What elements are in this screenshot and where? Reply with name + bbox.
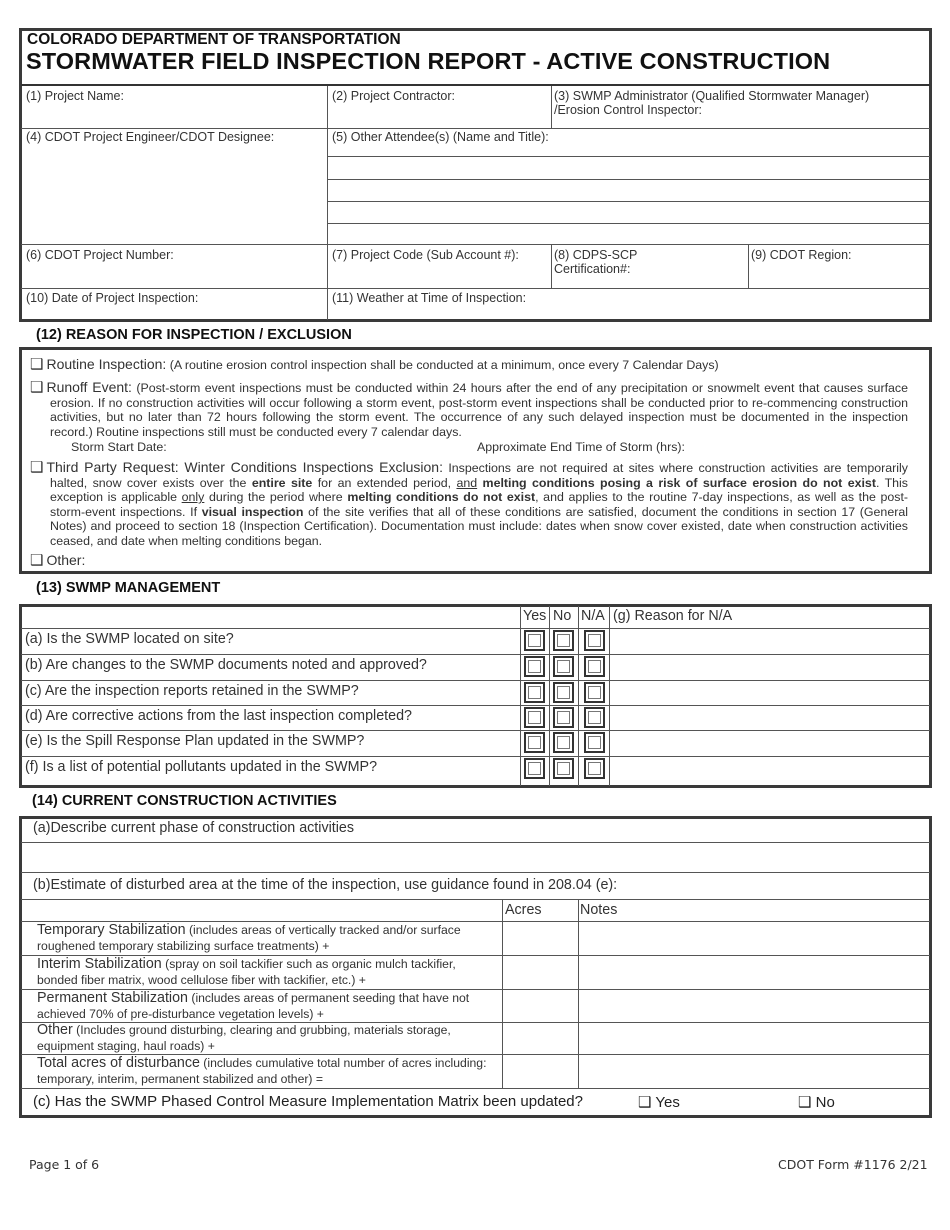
swmp-admin-field[interactable]: (3) SWMP Administrator (Qualified Stormwater Manager) /Erosion Control Inspector: bbox=[554, 89, 870, 117]
col-acres: Acres bbox=[505, 902, 542, 918]
na-checkbox[interactable] bbox=[584, 707, 605, 728]
row-lead: Total acres of disturbance bbox=[37, 1055, 200, 1071]
third-party-text: of the site verifies that all of these conditions are satisfied, document the conditions in section 17 (General Notes) and proceed to section 18 (Inspection Certification). Documentation must include: dates when snow cover existed, date when construction activities ceased, and date when melting conditions began. bbox=[50, 504, 908, 548]
routine-text: (A routine erosion control inspection shall be conducted at a minimum, once every 7 Calendar Days) bbox=[169, 358, 719, 372]
runoff-event-option[interactable] bbox=[30, 380, 908, 439]
swmp-question: (f) Is a list of potential pollutants updated in the SWMP? bbox=[25, 759, 378, 775]
swmp-question: (a) Is the SWMP located on site? bbox=[25, 631, 234, 647]
yes-checkbox[interactable] bbox=[524, 682, 545, 703]
divider bbox=[520, 606, 521, 786]
storm-end-time[interactable]: Approximate End Time of Storm (hrs): bbox=[477, 440, 685, 454]
attendee-line bbox=[327, 223, 930, 224]
divider bbox=[549, 606, 550, 786]
swmp-question: (b) Are changes to the SWMP documents noted and approved? bbox=[25, 657, 427, 673]
third-party-text: melting conditions do not exist bbox=[347, 490, 536, 505]
attendee-line bbox=[327, 179, 930, 180]
disturbance-row bbox=[37, 922, 461, 954]
divider bbox=[21, 705, 930, 706]
cdps-scp-label: (8) CDPS-SCP bbox=[554, 248, 638, 262]
col-reason: (g) Reason for N/A bbox=[613, 608, 733, 624]
third-party-text: , and applies to the routine 7-day inspections, as well as the post-storm-event inspections. If bbox=[50, 490, 909, 519]
cdps-scp-field[interactable] bbox=[554, 248, 637, 276]
row-desc: (Includes ground disturbing, clearing and grubbing, materials storage, bbox=[72, 1023, 451, 1037]
row-lead: Permanent Stabilization bbox=[37, 990, 188, 1006]
section-14-title: (14) CURRENT CONSTRUCTION ACTIVITIES bbox=[32, 793, 337, 809]
third-party-text: visual inspection bbox=[201, 504, 304, 519]
row-desc: (includes cumulative total number of acres including: bbox=[199, 1056, 487, 1070]
swmp-question: (e) Is the Spill Response Plan updated in the SWMP? bbox=[25, 733, 365, 749]
third-party-text: during the period where bbox=[209, 490, 343, 505]
row-desc: roughened temporary stabilizing surface treatments) + bbox=[37, 939, 330, 953]
col-na: N/A bbox=[581, 608, 605, 624]
na-checkbox[interactable] bbox=[584, 758, 605, 779]
routine-inspection-option[interactable] bbox=[30, 357, 910, 373]
no-checkbox[interactable] bbox=[553, 656, 574, 677]
divider bbox=[327, 86, 328, 288]
divider bbox=[21, 680, 930, 681]
divider bbox=[21, 244, 930, 245]
other-label: Other: bbox=[46, 552, 86, 568]
third-party-text: Inspections are not required at sites where construction activities are temporarily halted, snow cover exists over the bbox=[50, 461, 909, 490]
matrix-no-option[interactable] bbox=[798, 1093, 835, 1111]
row-desc: (includes areas of permanent seeding that have not bbox=[188, 991, 470, 1005]
estimate-label: (b)Estimate of disturbed area at the time of the inspection, use guidance found in 208.04 (e): bbox=[33, 877, 618, 893]
cdps-scp-label: Certification#: bbox=[554, 262, 631, 276]
divider bbox=[21, 654, 930, 655]
matrix-question: (c) Has the SWMP Phased Control Measure Implementation Matrix been updated? bbox=[33, 1093, 583, 1110]
checkbox-icon[interactable]: ❑ bbox=[30, 356, 44, 373]
inspection-date-field[interactable]: (10) Date of Project Inspection: bbox=[26, 291, 199, 305]
project-contractor-field[interactable]: (2) Project Contractor: bbox=[332, 89, 455, 103]
cdot-region-field[interactable]: (9) CDOT Region: bbox=[751, 248, 852, 262]
third-party-lead: Third Party Request: Winter Conditions Inspections Exclusion: bbox=[46, 459, 443, 475]
divider bbox=[551, 244, 552, 288]
row-lead: Interim Stabilization bbox=[37, 956, 162, 972]
divider bbox=[21, 628, 930, 629]
divider bbox=[502, 899, 503, 1088]
col-notes: Notes bbox=[580, 902, 618, 918]
checkbox-icon[interactable]: ❑ bbox=[30, 379, 44, 396]
checkbox-icon[interactable]: ❑ bbox=[798, 1094, 812, 1111]
row-desc: (spray on soil tackifier such as organic mulch tackifier, bbox=[161, 957, 456, 971]
yes-label: Yes bbox=[655, 1094, 680, 1111]
agency-name: COLORADO DEPARTMENT OF TRANSPORTATION bbox=[27, 31, 401, 48]
yes-checkbox[interactable] bbox=[524, 758, 545, 779]
third-party-text: only bbox=[181, 490, 205, 505]
third-party-text: . This exception is applicable bbox=[50, 475, 908, 505]
checkbox-icon[interactable]: ❑ bbox=[30, 552, 44, 569]
describe-phase-label: (a)Describe current phase of construction activities bbox=[33, 820, 355, 836]
no-checkbox[interactable] bbox=[553, 630, 574, 651]
matrix-yes-option[interactable] bbox=[638, 1093, 680, 1111]
disturbance-row bbox=[37, 1055, 486, 1087]
third-party-text: entire site bbox=[251, 475, 313, 490]
col-no: No bbox=[553, 608, 572, 624]
divider bbox=[609, 606, 610, 786]
attendee-line bbox=[327, 201, 930, 202]
na-checkbox[interactable] bbox=[584, 656, 605, 677]
yes-checkbox[interactable] bbox=[524, 732, 545, 753]
disturbance-row bbox=[37, 990, 469, 1022]
project-engineer-field[interactable]: (4) CDOT Project Engineer/CDOT Designee: bbox=[26, 130, 275, 144]
divider bbox=[21, 842, 930, 843]
page-title: STORMWATER FIELD INSPECTION REPORT - ACTIVE CONSTRUCTION bbox=[26, 48, 831, 74]
divider bbox=[551, 86, 552, 128]
na-checkbox[interactable] bbox=[584, 630, 605, 651]
no-checkbox[interactable] bbox=[553, 682, 574, 703]
section-12-title: (12) REASON FOR INSPECTION / EXCLUSION bbox=[36, 327, 352, 343]
divider bbox=[748, 244, 749, 288]
na-checkbox[interactable] bbox=[584, 682, 605, 703]
disturbance-row bbox=[37, 956, 456, 988]
yes-checkbox[interactable] bbox=[524, 630, 545, 651]
title-divider bbox=[21, 84, 930, 86]
na-checkbox[interactable] bbox=[584, 732, 605, 753]
attendee-line bbox=[327, 156, 930, 157]
other-option[interactable] bbox=[30, 553, 85, 569]
project-name-field[interactable]: (1) Project Name: bbox=[26, 89, 124, 103]
disturbance-row bbox=[37, 1022, 451, 1054]
no-checkbox[interactable] bbox=[553, 707, 574, 728]
third-party-text: melting conditions posing a risk of surface erosion do not exist bbox=[482, 475, 876, 490]
row-desc: bonded fiber matrix, wood cellulose fiber with tackifier, etc.) + bbox=[37, 973, 366, 987]
yes-checkbox[interactable] bbox=[524, 707, 545, 728]
divider bbox=[578, 899, 579, 1088]
yes-checkbox[interactable] bbox=[524, 656, 545, 677]
form-number: CDOT Form #1176 2/21 bbox=[778, 1157, 928, 1172]
divider bbox=[21, 288, 930, 289]
no-label: No bbox=[815, 1094, 835, 1111]
other-attendees-field[interactable]: (5) Other Attendee(s) (Name and Title): bbox=[332, 130, 549, 144]
row-desc: (includes areas of vertically tracked and/or surface bbox=[185, 923, 461, 937]
routine-lead: Routine Inspection: bbox=[46, 356, 167, 372]
divider bbox=[21, 128, 930, 129]
third-party-text: and bbox=[456, 475, 478, 490]
project-code-field[interactable]: (7) Project Code (Sub Account #): bbox=[332, 248, 519, 262]
weather-field[interactable]: (11) Weather at Time of Inspection: bbox=[332, 291, 527, 305]
checkbox-icon[interactable]: ❑ bbox=[30, 459, 44, 476]
runoff-text: (Post-storm event inspections must be conducted within 24 hours after the end of any precipitation or snowmelt event that causes surface erosion. If no construction activities will occur following a storm event, post-storm event inspections shall be conducted prior to re-commencing construction activities, but no later than 72 hours following the storm event. The occurrence of any such delayed inspection must be documented in the inspection record.) Routine inspections still must be conducted every 7 calendar days. bbox=[50, 381, 908, 439]
runoff-lead: Runoff Event: bbox=[46, 379, 132, 395]
row-desc: equipment staging, haul roads) + bbox=[37, 1039, 215, 1053]
checkbox-icon[interactable]: ❑ bbox=[638, 1094, 652, 1111]
col-yes: Yes bbox=[523, 608, 547, 624]
third-party-option[interactable] bbox=[30, 460, 908, 549]
divider bbox=[327, 288, 328, 320]
divider bbox=[21, 1088, 930, 1089]
no-checkbox[interactable] bbox=[553, 758, 574, 779]
divider bbox=[21, 899, 930, 900]
row-desc: achieved 70% of pre-disturbance vegetation levels) + bbox=[37, 1007, 324, 1021]
storm-start-date[interactable]: Storm Start Date: bbox=[71, 440, 167, 454]
describe-phase-input[interactable] bbox=[21, 872, 930, 873]
swmp-question: (c) Are the inspection reports retained in the SWMP? bbox=[25, 683, 359, 699]
divider bbox=[21, 730, 930, 731]
page-number: Page 1 of 6 bbox=[29, 1157, 100, 1172]
third-party-text: for an extended period, bbox=[317, 475, 452, 490]
row-lead: Other bbox=[37, 1022, 73, 1038]
divider bbox=[21, 756, 930, 757]
row-desc: temporary, interim, permanent stabilized and other) = bbox=[37, 1072, 323, 1086]
no-checkbox[interactable] bbox=[553, 732, 574, 753]
row-lead: Temporary Stabilization bbox=[37, 922, 186, 938]
swmp-question: (d) Are corrective actions from the last inspection completed? bbox=[25, 708, 412, 724]
divider bbox=[578, 606, 579, 786]
project-number-field[interactable]: (6) CDOT Project Number: bbox=[26, 248, 174, 262]
section-13-title: (13) SWMP MANAGEMENT bbox=[36, 580, 221, 596]
